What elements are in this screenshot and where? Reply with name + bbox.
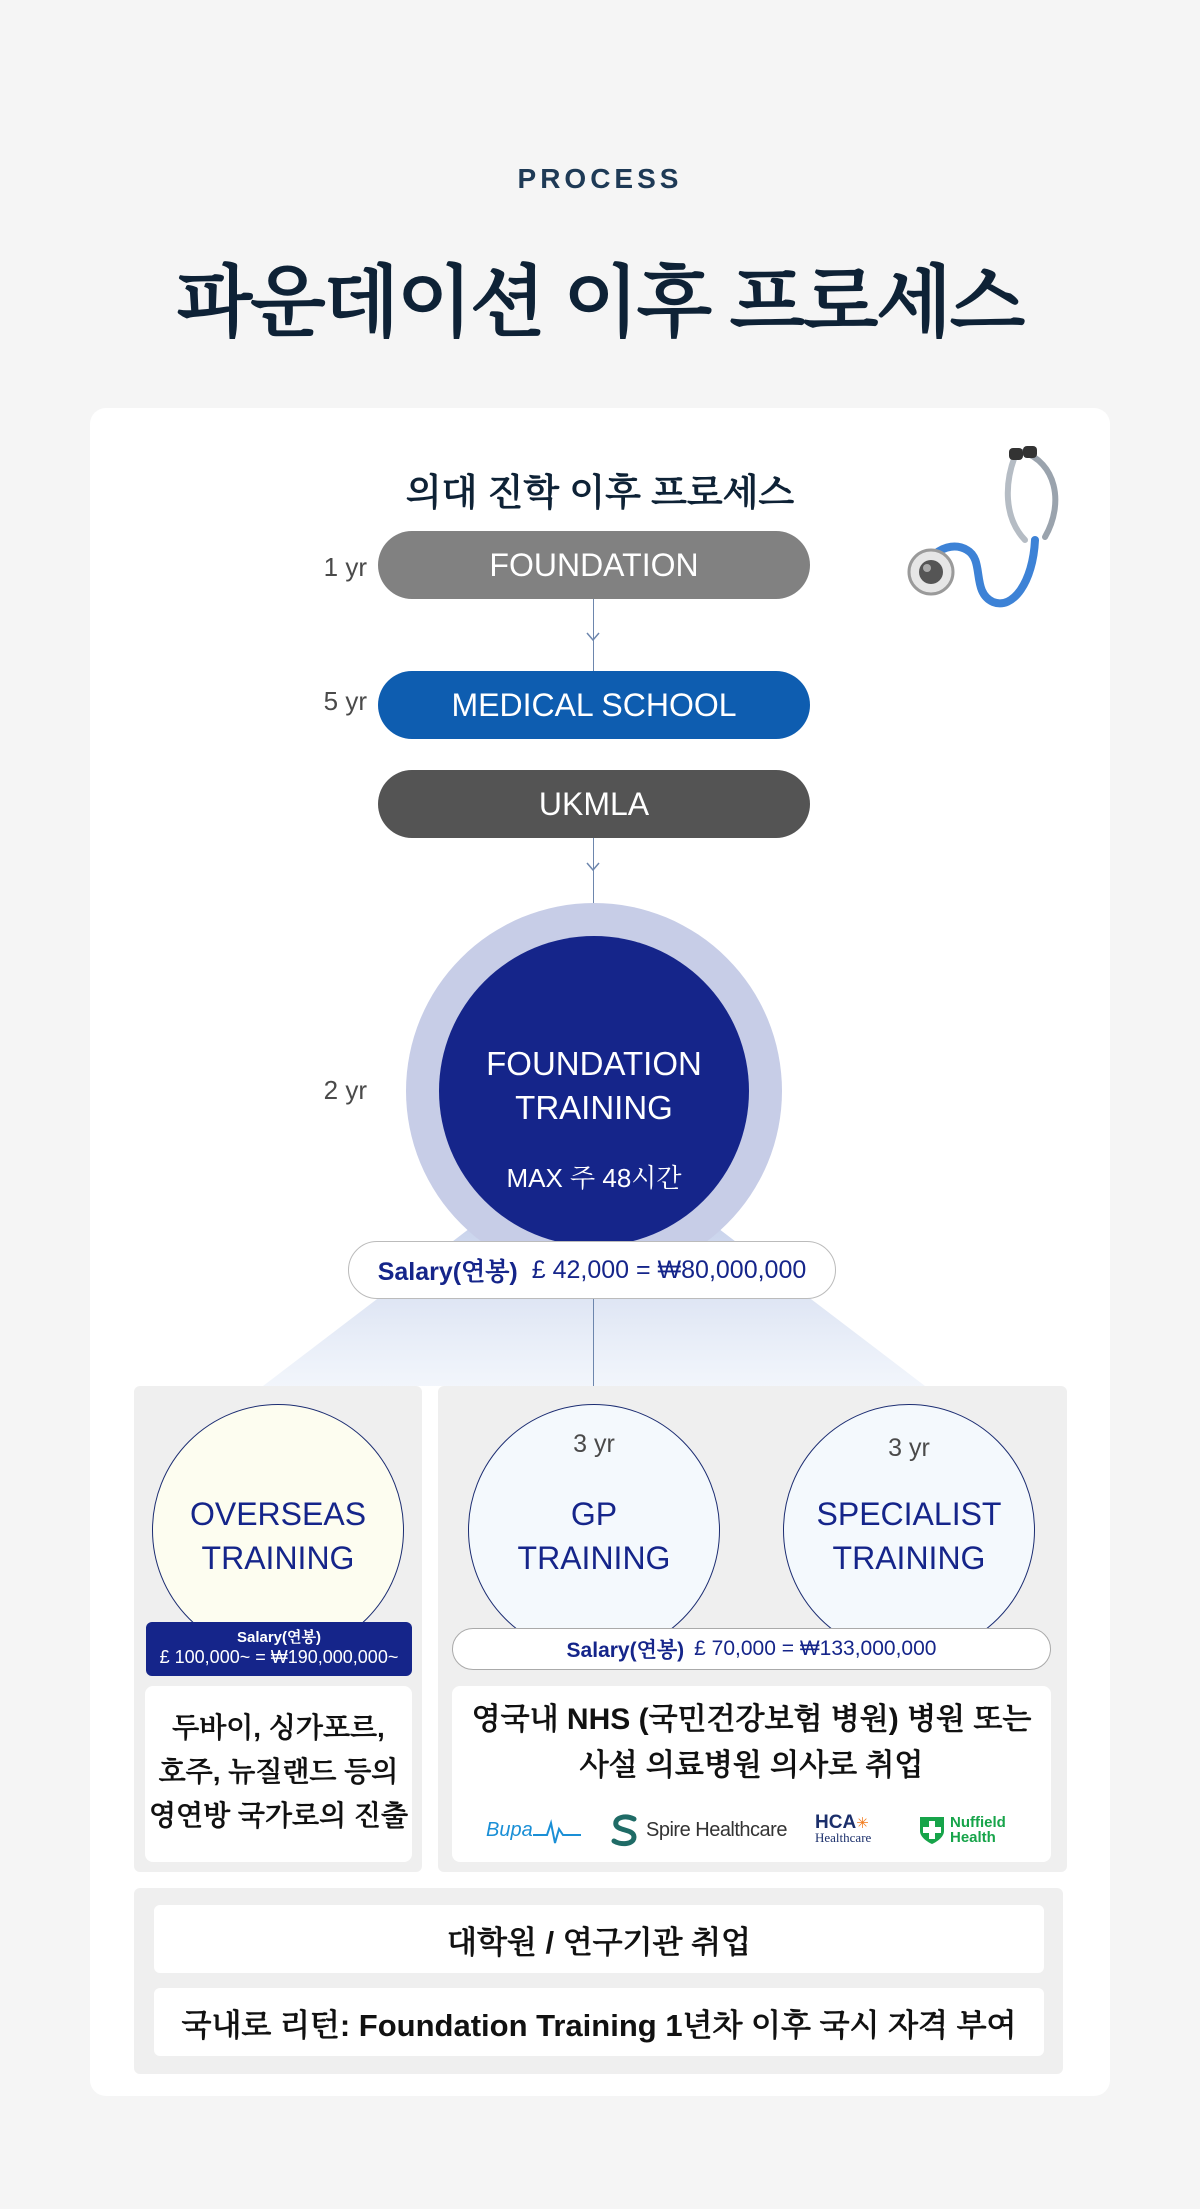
spire-s-icon xyxy=(608,1813,642,1847)
overseas-salary-badge xyxy=(146,1622,412,1676)
card-title: 의대 진학 이후 프로세스 xyxy=(405,472,795,513)
return-home-item: 국내로 리턴: Foundation Training 1년차 이후 국시 자격 부여 xyxy=(154,1988,1044,2056)
nuffield-logo-text: Nuffield xyxy=(950,1814,1006,1831)
bupa-logo-text: Bupa xyxy=(486,1818,533,1841)
overseas-title-line2: TRAINING xyxy=(201,1540,355,1576)
pulse-icon xyxy=(533,1815,581,1845)
salary-label: Salary(연봉) xyxy=(566,1639,685,1662)
overseas-title-line1: OVERSEAS xyxy=(189,1496,367,1532)
overseas-salary-label: Salary(연봉) xyxy=(236,1629,321,1646)
hca-logo-text: HCA xyxy=(815,1811,857,1833)
hca-star-icon: ✳ xyxy=(856,1814,869,1832)
specialist-title-line2: TRAINING xyxy=(832,1540,986,1576)
spire-healthcare-logo xyxy=(608,1812,787,1848)
specialist-training-duration: 3 yr xyxy=(888,1434,930,1462)
specialist-training-title xyxy=(783,1492,1035,1580)
step-ukmla: UKMLA xyxy=(378,770,810,838)
gp-title-line2: TRAINING xyxy=(517,1540,671,1576)
hca-healthcare-logo xyxy=(815,1812,871,1848)
gp-title-line1: GP xyxy=(570,1496,618,1532)
step-medical-school: MEDICAL SCHOOL xyxy=(378,671,810,739)
foundation-training-duration: 2 yr xyxy=(323,1075,367,1105)
salary-label: Salary(연봉) xyxy=(377,1258,518,1286)
nhs-desc-line: 영국내 NHS (국민건강보험 병원) 병원 또는 xyxy=(471,1703,1032,1736)
grad-school-item: 대학원 / 연구기관 취업 xyxy=(154,1905,1044,1973)
shield-cross-icon xyxy=(918,1815,946,1845)
step-duration-medical-school: 5 yr xyxy=(323,686,367,716)
salary-value: £ 70,000 = ₩133,000,000 xyxy=(694,1637,937,1660)
spire-logo-text: Spire Healthcare xyxy=(646,1818,787,1841)
connector-line xyxy=(593,1299,594,1386)
section-eyebrow: PROCESS xyxy=(517,163,683,194)
overseas-desc-line: 영연방 국가로의 진출 xyxy=(149,1800,408,1831)
foundation-salary-pill xyxy=(348,1241,836,1299)
gp-training-title xyxy=(468,1492,720,1580)
step-foundation: FOUNDATION xyxy=(378,531,810,599)
uk-salary-pill xyxy=(452,1628,1051,1670)
nuffield-health-logo xyxy=(918,1812,1006,1848)
foundation-training-title-line2: TRAINING xyxy=(515,1089,673,1126)
foundation-training-hours: MAX 주 48시간 xyxy=(506,1163,682,1193)
gp-training-duration: 3 yr xyxy=(573,1430,615,1458)
overseas-salary-value: £ 100,000~ = ₩190,000,000~ xyxy=(159,1647,399,1667)
overseas-desc-line: 호주, 뉴질랜드 등의 xyxy=(158,1756,399,1787)
specialist-title-line1: SPECIALIST xyxy=(816,1496,1002,1532)
nuffield-logo-subtext: Health xyxy=(950,1829,996,1846)
nhs-desc-line: 사설 의료병원 의사로 취업 xyxy=(579,1749,924,1782)
bupa-logo xyxy=(486,1812,581,1848)
salary-value: £ 42,000 = ₩80,000,000 xyxy=(531,1255,807,1284)
nhs-description xyxy=(452,1697,1051,1789)
hca-logo-subtext: Healthcare xyxy=(815,1829,872,1845)
overseas-description xyxy=(145,1706,412,1838)
foundation-training-title xyxy=(439,1042,749,1130)
step-duration-foundation: 1 yr xyxy=(323,552,367,582)
page-title: 파운데이션 이후 프로세스 xyxy=(176,258,1024,346)
overseas-desc-line: 두바이, 싱가포르, xyxy=(172,1712,385,1743)
overseas-training-title xyxy=(152,1492,404,1580)
foundation-training-title-line1: FOUNDATION xyxy=(486,1045,702,1082)
